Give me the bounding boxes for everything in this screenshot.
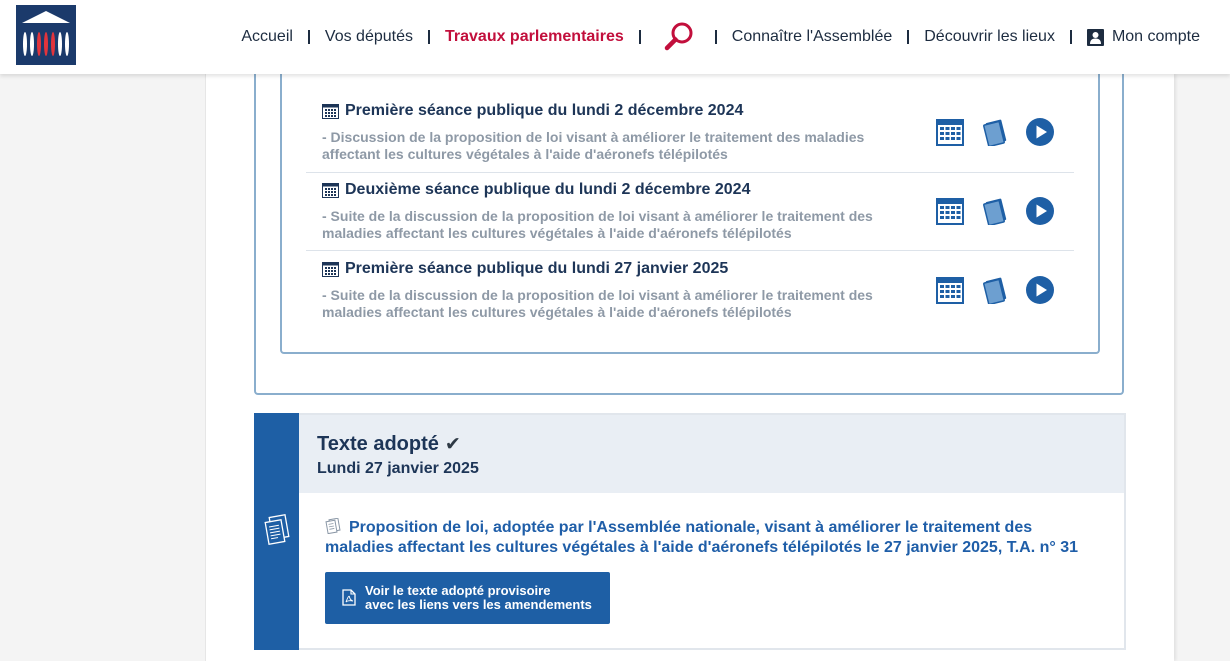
nav-separator bbox=[715, 30, 717, 44]
calendar-large-icon bbox=[936, 276, 964, 304]
session-item bbox=[306, 252, 1074, 331]
session-divider bbox=[306, 250, 1074, 251]
calendar-icon bbox=[322, 103, 339, 119]
calendar-icon bbox=[322, 261, 339, 277]
nav-mon-compte-label: Mon compte bbox=[1111, 28, 1200, 45]
logo-roof-icon bbox=[22, 11, 70, 23]
view-adopted-text-line2: avec les liens vers les amendements bbox=[365, 597, 592, 612]
site-header bbox=[0, 0, 1230, 74]
play-icon bbox=[1026, 197, 1054, 225]
calendar-icon bbox=[322, 182, 339, 198]
checkmark-icon: ✔ bbox=[444, 434, 461, 455]
session-title[interactable] bbox=[322, 102, 743, 120]
session-actions bbox=[936, 197, 1054, 225]
session-title-text: Deuxième séance publique du lundi 2 décembre 2024 bbox=[345, 181, 751, 198]
compte-rendu-button[interactable] bbox=[982, 118, 1008, 146]
session-title[interactable] bbox=[322, 260, 728, 278]
adopted-text-date: Lundi 27 janvier 2025 bbox=[317, 460, 479, 477]
session-item bbox=[306, 173, 1074, 252]
adopted-text-link[interactable] bbox=[325, 518, 1085, 558]
user-account-icon bbox=[1087, 29, 1104, 46]
session-actions bbox=[936, 276, 1054, 304]
compte-rendu-button[interactable] bbox=[982, 197, 1008, 225]
agenda-button[interactable] bbox=[936, 118, 964, 146]
assemblee-logo[interactable] bbox=[16, 5, 76, 65]
session-title-text: Première séance publique du lundi 27 janvier 2025 bbox=[345, 260, 729, 277]
session-description: - Suite de la discussion de la proposition de loi visant à améliorer le traitement des maladies affectant les cultures végétales à l'aide d'aéronefs télépilotés bbox=[322, 208, 873, 241]
nav-travaux-parlementaires[interactable]: Travaux parlementaires bbox=[445, 28, 624, 45]
logo-columns bbox=[23, 31, 69, 57]
play-video-button[interactable] bbox=[1026, 197, 1054, 225]
nav-vos-deputes[interactable]: Vos députés bbox=[324, 28, 413, 45]
play-video-button[interactable] bbox=[1026, 276, 1054, 304]
nav-decouvrir-lieux[interactable]: Découvrir les lieux bbox=[924, 28, 1055, 45]
adopted-text-header bbox=[299, 415, 1124, 493]
session-title[interactable] bbox=[322, 181, 750, 199]
nav-separator bbox=[308, 30, 310, 44]
small-document-icon bbox=[325, 518, 343, 534]
agenda-button[interactable] bbox=[936, 276, 964, 304]
view-adopted-text-button[interactable] bbox=[325, 572, 610, 624]
adopted-text-title-label: Texte adopté bbox=[317, 433, 439, 455]
session-description: - Suite de la discussion de la proposition de loi visant à améliorer le traitement des maladies affectant les cultures végétales à l'aide d'aéronefs télépilotés bbox=[322, 287, 873, 320]
session-description: - Discussion de la proposition de loi visant à améliorer le traitement des maladies affectant les cultures végétales à l'aide d'aéronefs télépilotés bbox=[322, 129, 865, 162]
calendar-large-icon bbox=[936, 197, 964, 225]
agenda-button[interactable] bbox=[936, 197, 964, 225]
search-button[interactable] bbox=[646, 20, 710, 54]
pdf-icon bbox=[342, 589, 356, 606]
adopted-text-title bbox=[317, 433, 461, 456]
nav-separator bbox=[907, 30, 909, 44]
nav-separator bbox=[639, 30, 641, 44]
documents-icon bbox=[262, 513, 292, 547]
document-icon bbox=[982, 276, 1008, 304]
session-actions bbox=[936, 118, 1054, 146]
search-icon bbox=[662, 20, 696, 54]
session-title-text: Première séance publique du lundi 2 décembre 2024 bbox=[345, 102, 744, 119]
adopted-text-link-label: Proposition de loi, adoptée par l'Assemblée nationale, visant à améliorer le traitement des maladies affectant les cultures végétales à l'aide d'aéronefs télépilotés le 27 janvier 2025, T.A. n° 31 bbox=[325, 519, 1079, 556]
adopted-text-sidebar bbox=[254, 413, 299, 650]
session-item bbox=[306, 94, 1074, 173]
compte-rendu-button[interactable] bbox=[982, 276, 1008, 304]
nav-accueil[interactable]: Accueil bbox=[241, 28, 293, 45]
document-icon bbox=[982, 118, 1008, 146]
document-icon bbox=[982, 197, 1008, 225]
nav-mon-compte[interactable] bbox=[1077, 28, 1210, 46]
play-icon bbox=[1026, 276, 1054, 304]
nav-separator bbox=[428, 30, 430, 44]
view-adopted-text-line1: Voir le texte adopté provisoire bbox=[365, 583, 551, 598]
main-nav bbox=[231, 0, 1210, 74]
play-icon bbox=[1026, 118, 1054, 146]
nav-connaitre-assemblee[interactable]: Connaître l'Assemblée bbox=[731, 28, 893, 45]
calendar-large-icon bbox=[936, 118, 964, 146]
play-video-button[interactable] bbox=[1026, 118, 1054, 146]
nav-separator bbox=[1070, 30, 1072, 44]
